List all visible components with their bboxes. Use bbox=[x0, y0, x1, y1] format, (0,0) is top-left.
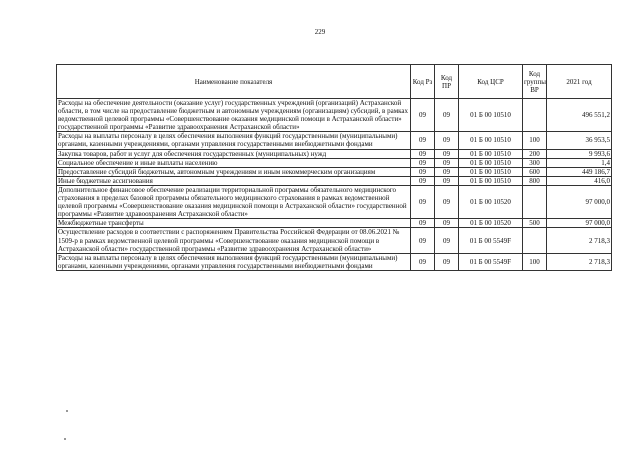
row-csr: 01 Б 00 10510 bbox=[459, 99, 523, 132]
scan-speck bbox=[64, 438, 66, 440]
table-row bbox=[57, 99, 612, 132]
row-csr: 01 Б 00 10510 bbox=[459, 167, 523, 176]
row-amount: 2 718,3 bbox=[547, 253, 612, 270]
row-rz: 09 bbox=[411, 132, 435, 149]
row-pr: 09 bbox=[435, 132, 459, 149]
row-pr: 09 bbox=[435, 167, 459, 176]
row-vr: 100 bbox=[523, 253, 547, 270]
table-row bbox=[57, 158, 612, 167]
table-row bbox=[57, 149, 612, 158]
row-csr: 01 Б 00 10510 bbox=[459, 149, 523, 158]
row-amount: 9 993,6 bbox=[547, 149, 612, 158]
row-pr: 09 bbox=[435, 185, 459, 218]
row-vr: 600 bbox=[523, 167, 547, 176]
table-row bbox=[57, 176, 612, 185]
header-pr: Код ПР bbox=[435, 65, 459, 99]
table-header-row bbox=[57, 65, 612, 99]
row-vr: 300 bbox=[523, 158, 547, 167]
row-rz: 09 bbox=[411, 149, 435, 158]
row-csr: 01 Б 00 5549F bbox=[459, 228, 523, 253]
row-name: Социальное обеспечение и иные выплаты населению bbox=[57, 158, 411, 167]
row-name: Закупка товаров, работ и услуг для обеспечения государственных (муниципальных) нужд bbox=[57, 149, 411, 158]
row-name: Межбюджетные трансферты bbox=[57, 219, 411, 228]
row-rz: 09 bbox=[411, 185, 435, 218]
row-rz: 09 bbox=[411, 158, 435, 167]
header-csr: Код ЦСР bbox=[459, 65, 523, 99]
row-csr: 01 Б 00 10520 bbox=[459, 185, 523, 218]
row-vr: 100 bbox=[523, 132, 547, 149]
row-amount: 496 551,2 bbox=[547, 99, 612, 132]
row-rz: 09 bbox=[411, 176, 435, 185]
row-pr: 09 bbox=[435, 219, 459, 228]
row-pr: 09 bbox=[435, 176, 459, 185]
row-pr: 09 bbox=[435, 253, 459, 270]
row-vr: 200 bbox=[523, 149, 547, 158]
table-row bbox=[57, 167, 612, 176]
row-pr: 09 bbox=[435, 149, 459, 158]
row-vr bbox=[523, 99, 547, 132]
row-amount: 2 718,3 bbox=[547, 228, 612, 253]
row-amount: 416,0 bbox=[547, 176, 612, 185]
table-row bbox=[57, 253, 612, 270]
row-vr bbox=[523, 228, 547, 253]
row-pr: 09 bbox=[435, 158, 459, 167]
scan-speck bbox=[66, 410, 68, 412]
table-row bbox=[57, 132, 612, 149]
row-name: Иные бюджетные ассигнования bbox=[57, 176, 411, 185]
row-amount: 1,4 bbox=[547, 158, 612, 167]
row-name: Расходы на выплаты персоналу в целях обеспечения выполнения функций государственными (муниципальными) органами, казенными учреждениями, органами управления государственными внебюджетными фондами bbox=[57, 132, 411, 149]
page-number: 229 bbox=[314, 28, 326, 36]
row-csr: 01 Б 00 10520 bbox=[459, 219, 523, 228]
row-name: Осуществление расходов в соответствии с распоряжением Правительства Российской Федерации от 08.06.2021 № 1509-р в рамках ведомственной целевой программы «Совершенствование оказания медицинской помощи в Астраханской области» государственной программы «Развитие здравоохранения Астраханской области» bbox=[57, 228, 411, 253]
row-csr: 01 Б 00 10510 bbox=[459, 176, 523, 185]
row-csr: 01 Б 00 10510 bbox=[459, 158, 523, 167]
header-name: Наименование показателя bbox=[57, 65, 411, 99]
header-vr: Код группы ВР bbox=[523, 65, 547, 99]
row-csr: 01 Б 00 5549F bbox=[459, 253, 523, 270]
row-amount: 449 186,7 bbox=[547, 167, 612, 176]
row-name: Предоставление субсидий бюджетным, автономным учреждениям и иным некоммерческим организациям bbox=[57, 167, 411, 176]
row-amount: 97 000,0 bbox=[547, 219, 612, 228]
row-pr: 09 bbox=[435, 99, 459, 132]
table-row bbox=[57, 219, 612, 228]
table-row bbox=[57, 228, 612, 253]
row-name: Расходы на выплаты персоналу в целях обеспечения выполнения функций государственными (муниципальными) органами, казенными учреждениями, органами управления государственными внебюджетными фондами bbox=[57, 253, 411, 270]
row-name: Дополнительное финансовое обеспечение реализации территориальной программы обязательного медицинского страхования в пределах базовой программы обязательного медицинского страхования в рамках ведомственной целевой программы «Совершенствование оказания медицинской помощи в Астраханской области» государственной программы «Развитие здравоохранения Астраханской области» bbox=[57, 185, 411, 218]
row-vr bbox=[523, 185, 547, 218]
row-csr: 01 Б 00 10510 bbox=[459, 132, 523, 149]
row-rz: 09 bbox=[411, 219, 435, 228]
row-vr: 800 bbox=[523, 176, 547, 185]
row-amount: 36 953,5 bbox=[547, 132, 612, 149]
row-vr: 500 bbox=[523, 219, 547, 228]
row-rz: 09 bbox=[411, 228, 435, 253]
table-row bbox=[57, 185, 612, 218]
row-name: Расходы на обеспечение деятельности (оказание услуг) государственных учреждений (организаций) Астраханской области, в том числе на предоставление бюджетным и автономным учреждениям (организациям) субсидий, в рамках ведомственной целевой программы «Совершенствование оказания медицинской помощи в Астраханской области» государственной программы «Развитие здравоохранения Астраханской области» bbox=[57, 99, 411, 132]
row-amount: 97 000,0 bbox=[547, 185, 612, 218]
row-rz: 09 bbox=[411, 167, 435, 176]
header-rz: Код Рз bbox=[411, 65, 435, 99]
budget-table bbox=[56, 64, 612, 271]
row-pr: 09 bbox=[435, 228, 459, 253]
row-rz: 09 bbox=[411, 253, 435, 270]
header-year: 2021 год bbox=[547, 65, 612, 99]
row-rz: 09 bbox=[411, 99, 435, 132]
